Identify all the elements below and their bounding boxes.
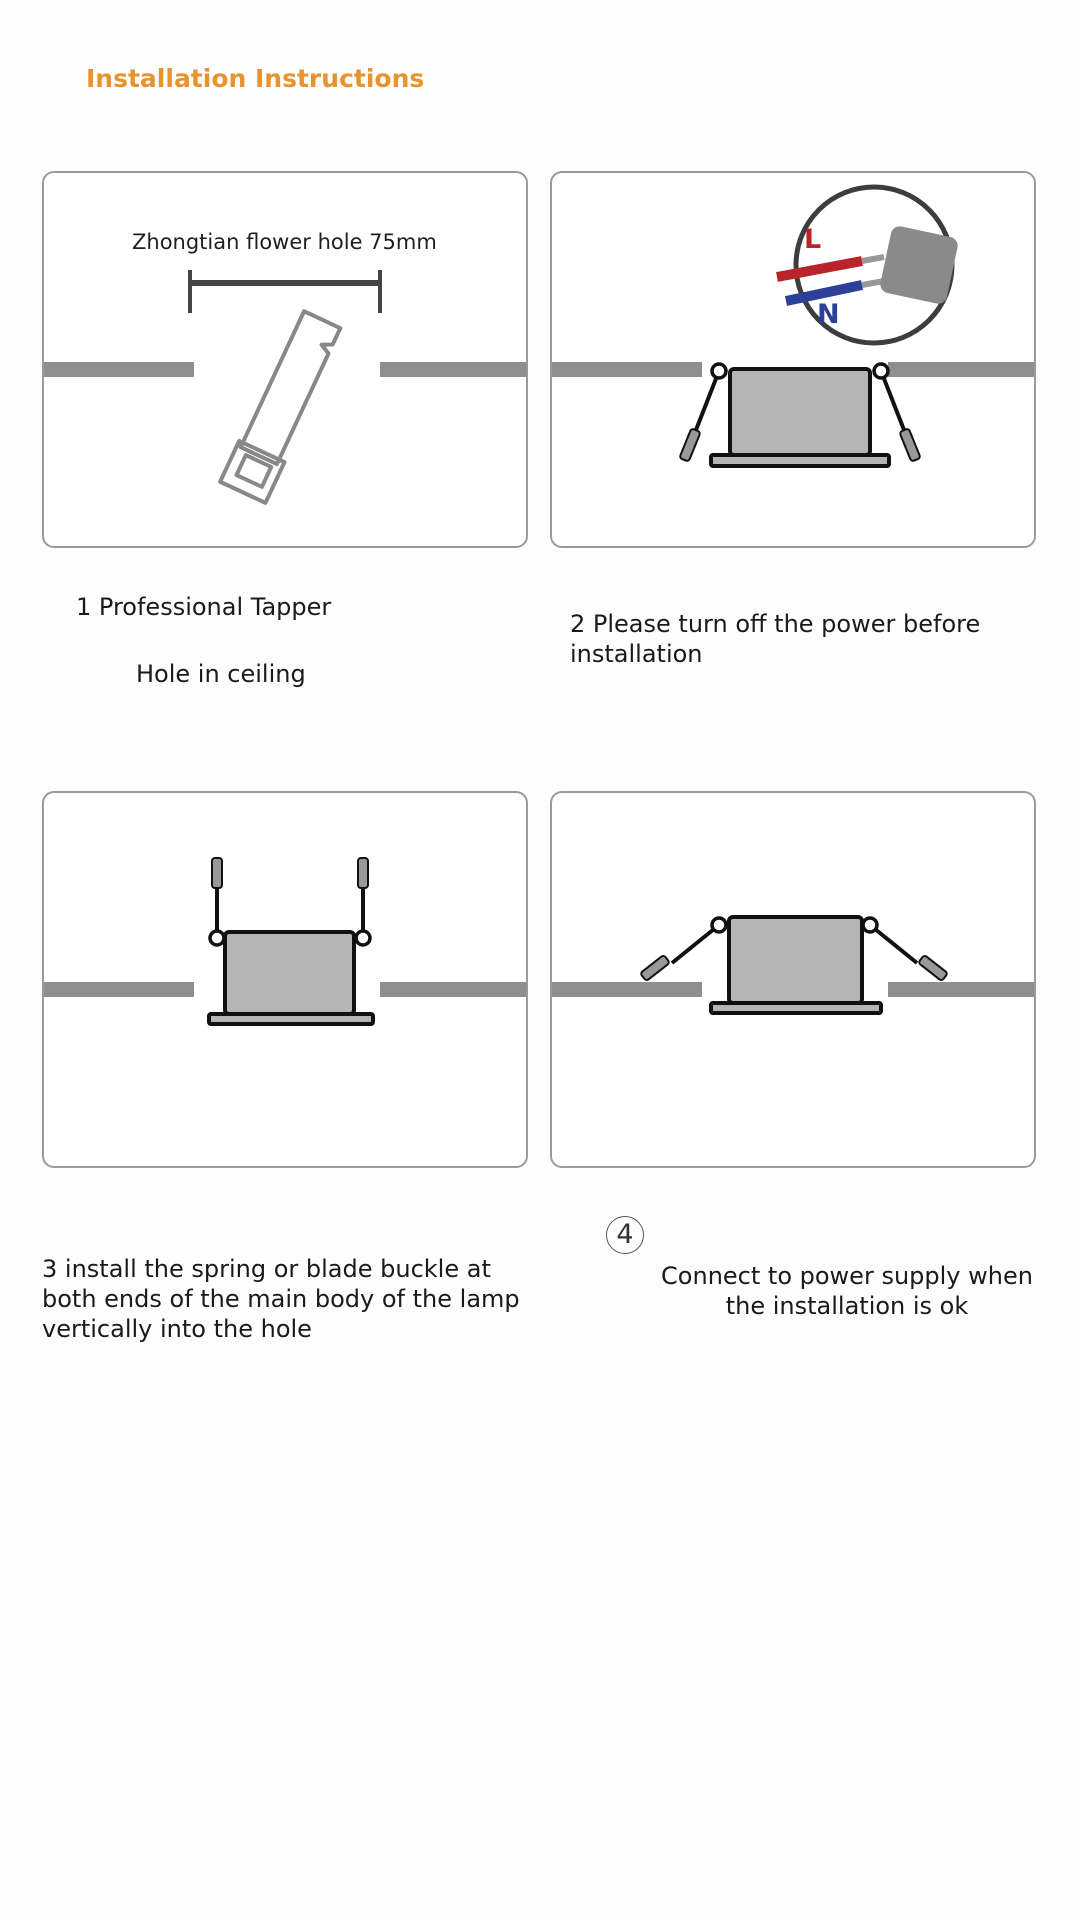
step-1-diagram bbox=[42, 171, 528, 548]
springs-vertical-illustration bbox=[44, 793, 528, 1168]
step-2-caption: 2 Please turn off the power before installation bbox=[570, 610, 981, 668]
ceiling-right bbox=[380, 982, 528, 997]
live-wire-label: L bbox=[804, 224, 822, 255]
wiring-illustration bbox=[552, 173, 1036, 548]
downlight-icon bbox=[640, 917, 948, 1013]
ceiling-right bbox=[888, 982, 1036, 997]
ceiling-left bbox=[552, 982, 702, 997]
ceiling-left bbox=[552, 362, 702, 377]
hole-saw-icon bbox=[220, 310, 346, 503]
downlight-icon bbox=[679, 364, 920, 466]
step-3-caption: 3 install the spring or blade buckle at both ends of the main body of the lamp vertically into the hole bbox=[42, 1255, 520, 1343]
installed-light-illustration bbox=[552, 793, 1036, 1168]
hole-size-label: Zhongtian flower hole 75mm bbox=[132, 230, 437, 254]
step-4-marker: 4 bbox=[606, 1216, 644, 1254]
ceiling-left bbox=[44, 362, 194, 377]
ceiling-left bbox=[44, 982, 194, 997]
step-4-caption: Connect to power supply when the installation is ok bbox=[661, 1262, 1033, 1320]
page-title: Installation Instructions bbox=[86, 64, 425, 93]
step-2-diagram bbox=[550, 171, 1036, 548]
neutral-wire-label: N bbox=[817, 299, 840, 330]
wire-connector-icon bbox=[777, 187, 959, 343]
downlight-icon bbox=[209, 858, 373, 1024]
step-1-subcaption: Hole in ceiling bbox=[136, 660, 306, 688]
ceiling-right bbox=[888, 362, 1036, 377]
step-3-diagram bbox=[42, 791, 528, 1168]
step-1-caption: 1 Professional Tapper bbox=[76, 593, 332, 621]
step-4-diagram bbox=[550, 791, 1036, 1168]
ceiling-right bbox=[380, 362, 528, 377]
